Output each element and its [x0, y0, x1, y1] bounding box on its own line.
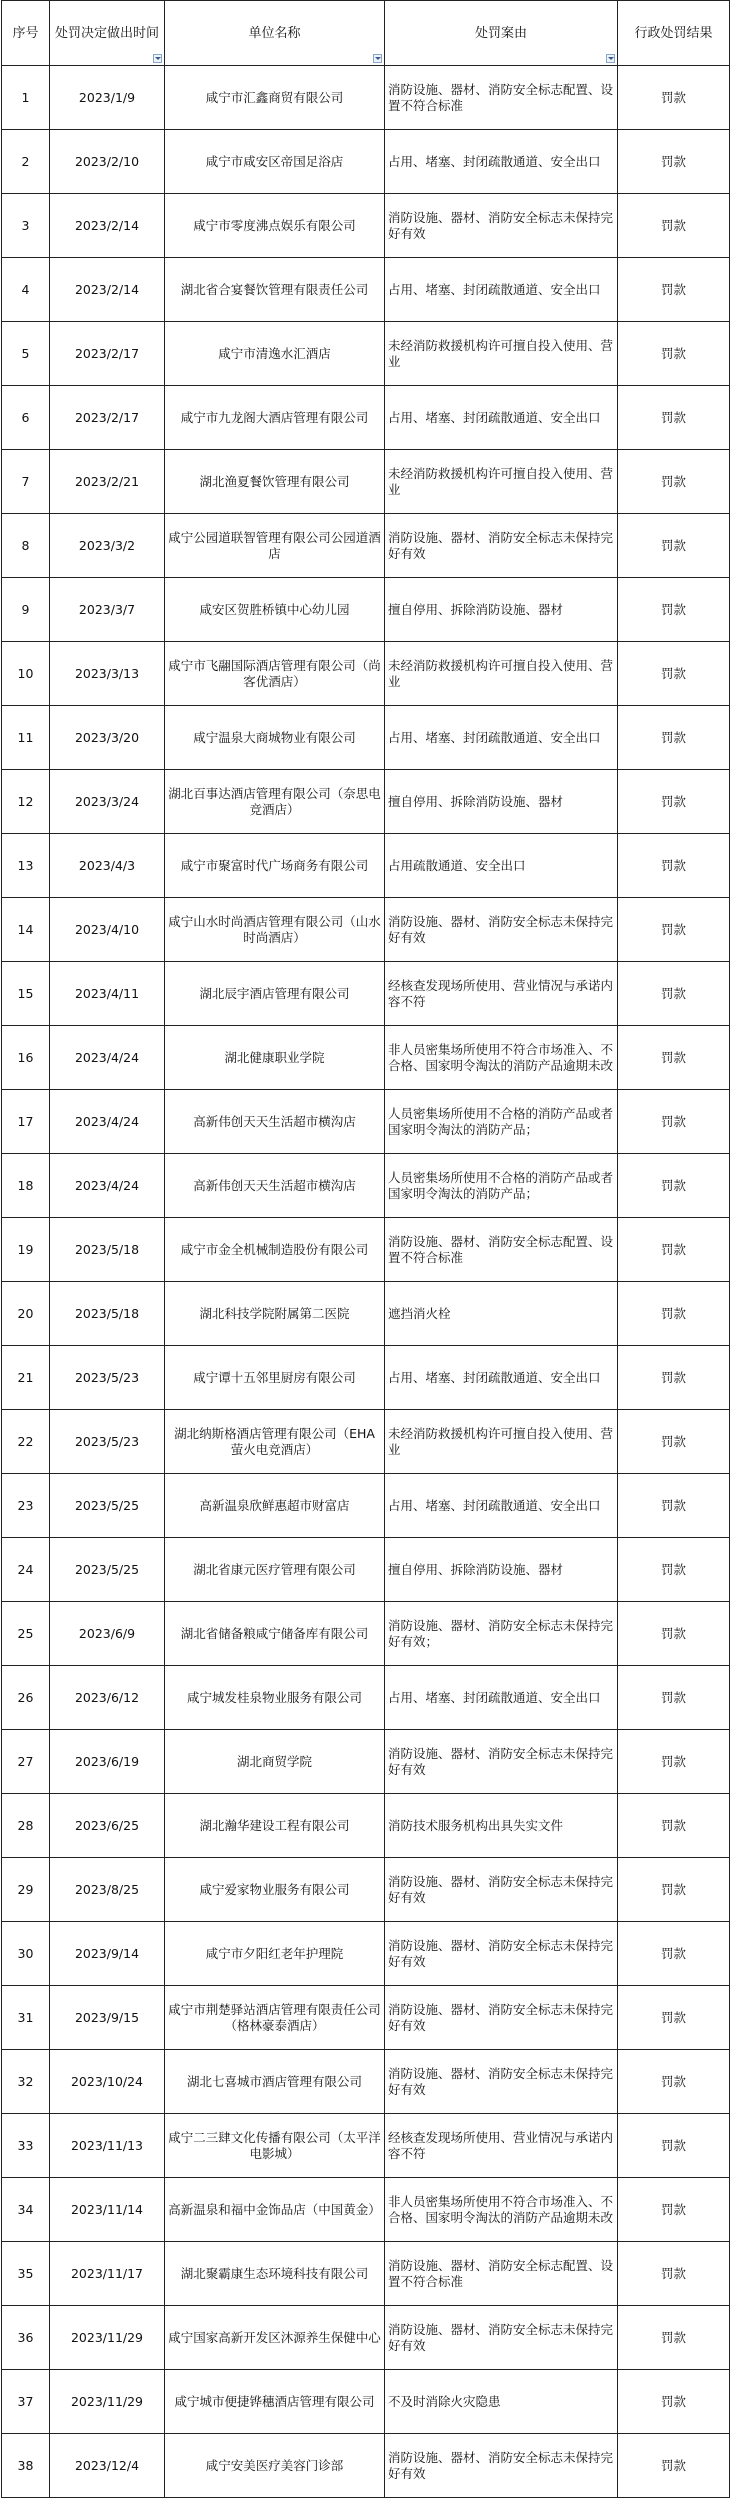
cell-decision-date: 2023/11/17	[50, 2242, 165, 2306]
cell-penalty-reason: 占用疏散通道、安全出口	[385, 834, 618, 898]
cell-serial-number: 24	[2, 1538, 50, 1602]
cell-serial-number: 17	[2, 1090, 50, 1154]
cell-serial-number: 11	[2, 706, 50, 770]
header-serial-number: 序号	[2, 1, 50, 66]
cell-serial-number: 35	[2, 2242, 50, 2306]
cell-penalty-result: 罚款	[618, 770, 730, 834]
cell-serial-number: 31	[2, 1986, 50, 2050]
cell-decision-date: 2023/2/17	[50, 386, 165, 450]
cell-unit-name: 湖北渔夏餐饮管理有限公司	[165, 450, 385, 514]
cell-unit-name: 咸宁山水时尚酒店管理有限公司（山水时尚酒店）	[165, 898, 385, 962]
table-row	[2, 2050, 730, 2114]
cell-unit-name: 咸宁市荆楚驿站酒店管理有限责任公司（格林豪泰酒店）	[165, 1986, 385, 2050]
cell-penalty-result: 罚款	[618, 1090, 730, 1154]
cell-penalty-reason: 经核查发现场所使用、营业情况与承诺内容不符	[385, 2114, 618, 2178]
cell-decision-date: 2023/2/17	[50, 322, 165, 386]
table-row	[2, 642, 730, 706]
cell-serial-number: 27	[2, 1730, 50, 1794]
cell-decision-date: 2023/5/18	[50, 1282, 165, 1346]
cell-penalty-reason: 未经消防救援机构许可擅自投入使用、营业	[385, 450, 618, 514]
filter-dropdown-icon[interactable]	[606, 54, 615, 63]
cell-unit-name: 咸宁市夕阳红老年护理院	[165, 1922, 385, 1986]
cell-serial-number: 14	[2, 898, 50, 962]
cell-penalty-result: 罚款	[618, 1794, 730, 1858]
table-row	[2, 322, 730, 386]
cell-penalty-reason: 非人员密集场所使用不符合市场准入、不合格、国家明令淘汰的消防产品逾期未改	[385, 1026, 618, 1090]
cell-decision-date: 2023/3/20	[50, 706, 165, 770]
cell-decision-date: 2023/5/23	[50, 1410, 165, 1474]
cell-serial-number: 16	[2, 1026, 50, 1090]
cell-decision-date: 2023/9/14	[50, 1922, 165, 1986]
cell-serial-number: 25	[2, 1602, 50, 1666]
cell-decision-date: 2023/3/2	[50, 514, 165, 578]
cell-serial-number: 4	[2, 258, 50, 322]
cell-penalty-result: 罚款	[618, 898, 730, 962]
cell-penalty-result: 罚款	[618, 1922, 730, 1986]
table-row	[2, 1410, 730, 1474]
table-row	[2, 1218, 730, 1282]
cell-penalty-result: 罚款	[618, 1410, 730, 1474]
table-row	[2, 2370, 730, 2434]
cell-unit-name: 咸宁国家高新开发区沐源养生保健中心	[165, 2306, 385, 2370]
cell-penalty-result: 罚款	[618, 2434, 730, 2498]
table-row	[2, 898, 730, 962]
cell-penalty-reason: 未经消防救援机构许可擅自投入使用、营业	[385, 322, 618, 386]
cell-penalty-result: 罚款	[618, 194, 730, 258]
cell-serial-number: 10	[2, 642, 50, 706]
cell-decision-date: 2023/9/15	[50, 1986, 165, 2050]
cell-decision-date: 2023/4/10	[50, 898, 165, 962]
table-row	[2, 1282, 730, 1346]
cell-penalty-result: 罚款	[618, 2370, 730, 2434]
cell-penalty-result: 罚款	[618, 1474, 730, 1538]
cell-decision-date: 2023/12/4	[50, 2434, 165, 2498]
cell-unit-name: 咸宁市聚富时代广场商务有限公司	[165, 834, 385, 898]
cell-unit-name: 湖北科技学院附属第二医院	[165, 1282, 385, 1346]
cell-serial-number: 37	[2, 2370, 50, 2434]
cell-serial-number: 7	[2, 450, 50, 514]
cell-unit-name: 咸宁谭十五邻里厨房有限公司	[165, 1346, 385, 1410]
cell-penalty-reason: 消防设施、器材、消防安全标志未保持完好有效	[385, 514, 618, 578]
header-penalty-result: 行政处罚结果	[618, 1, 730, 66]
cell-decision-date: 2023/2/14	[50, 258, 165, 322]
cell-penalty-reason: 消防设施、器材、消防安全标志未保持完好有效	[385, 1858, 618, 1922]
cell-serial-number: 18	[2, 1154, 50, 1218]
cell-penalty-result: 罚款	[618, 1218, 730, 1282]
cell-serial-number: 29	[2, 1858, 50, 1922]
cell-decision-date: 2023/6/19	[50, 1730, 165, 1794]
cell-penalty-reason: 占用、堵塞、封闭疏散通道、安全出口	[385, 1666, 618, 1730]
cell-unit-name: 湖北省康元医疗管理有限公司	[165, 1538, 385, 1602]
cell-penalty-result: 罚款	[618, 1602, 730, 1666]
table-row	[2, 2114, 730, 2178]
filter-dropdown-icon[interactable]	[373, 54, 382, 63]
cell-unit-name: 咸宁市咸安区帝国足浴店	[165, 130, 385, 194]
cell-penalty-result: 罚款	[618, 2050, 730, 2114]
cell-penalty-reason: 非人员密集场所使用不符合市场准入、不合格、国家明令淘汰的消防产品逾期未改	[385, 2178, 618, 2242]
cell-serial-number: 1	[2, 66, 50, 130]
table-row	[2, 1922, 730, 1986]
cell-penalty-reason: 消防设施、器材、消防安全标志配置、设置不符合标准	[385, 66, 618, 130]
cell-unit-name: 湖北省合宴餐饮管理有限责任公司	[165, 258, 385, 322]
cell-penalty-result: 罚款	[618, 1026, 730, 1090]
cell-unit-name: 咸宁市飞翮国际酒店管理有限公司（尚客优酒店）	[165, 642, 385, 706]
cell-penalty-reason: 消防设施、器材、消防安全标志未保持完好有效	[385, 1922, 618, 1986]
cell-penalty-reason: 占用、堵塞、封闭疏散通道、安全出口	[385, 386, 618, 450]
header-unit-name: 单位名称	[165, 1, 385, 66]
cell-serial-number: 23	[2, 1474, 50, 1538]
cell-decision-date: 2023/1/9	[50, 66, 165, 130]
header-row	[2, 1, 730, 66]
cell-penalty-result: 罚款	[618, 130, 730, 194]
cell-penalty-reason: 人员密集场所使用不合格的消防产品或者国家明令淘汰的消防产品；	[385, 1154, 618, 1218]
cell-penalty-reason: 消防设施、器材、消防安全标志未保持完好有效	[385, 2434, 618, 2498]
cell-unit-name: 咸宁市金全机械制造股份有限公司	[165, 1218, 385, 1282]
cell-penalty-reason: 占用、堵塞、封闭疏散通道、安全出口	[385, 258, 618, 322]
cell-penalty-result: 罚款	[618, 962, 730, 1026]
cell-serial-number: 2	[2, 130, 50, 194]
cell-serial-number: 19	[2, 1218, 50, 1282]
cell-penalty-result: 罚款	[618, 1730, 730, 1794]
cell-penalty-result: 罚款	[618, 1346, 730, 1410]
table-row	[2, 66, 730, 130]
filter-dropdown-icon[interactable]	[153, 54, 162, 63]
cell-unit-name: 湖北健康职业学院	[165, 1026, 385, 1090]
cell-penalty-reason: 擅自停用、拆除消防设施、器材	[385, 1538, 618, 1602]
table-row	[2, 578, 730, 642]
cell-decision-date: 2023/4/3	[50, 834, 165, 898]
cell-penalty-reason: 消防设施、器材、消防安全标志未保持完好有效	[385, 194, 618, 258]
cell-penalty-reason: 占用、堵塞、封闭疏散通道、安全出口	[385, 1346, 618, 1410]
table-row	[2, 2306, 730, 2370]
cell-decision-date: 2023/2/21	[50, 450, 165, 514]
cell-unit-name: 咸宁市九龙阁大酒店管理有限公司	[165, 386, 385, 450]
cell-unit-name: 咸宁市零度沸点娱乐有限公司	[165, 194, 385, 258]
cell-serial-number: 22	[2, 1410, 50, 1474]
table-row	[2, 770, 730, 834]
table-row	[2, 1666, 730, 1730]
table-row	[2, 386, 730, 450]
cell-decision-date: 2023/4/24	[50, 1026, 165, 1090]
cell-unit-name: 咸安区贺胜桥镇中心幼儿园	[165, 578, 385, 642]
cell-penalty-reason: 消防设施、器材、消防安全标志配置、设置不符合标准	[385, 2242, 618, 2306]
cell-unit-name: 高新温泉和福中金饰品店（中国黄金）	[165, 2178, 385, 2242]
cell-decision-date: 2023/6/25	[50, 1794, 165, 1858]
cell-penalty-reason: 消防设施、器材、消防安全标志未保持完好有效；	[385, 1602, 618, 1666]
cell-penalty-reason: 消防设施、器材、消防安全标志未保持完好有效	[385, 898, 618, 962]
cell-decision-date: 2023/11/29	[50, 2306, 165, 2370]
cell-unit-name: 高新伟创天天生活超市横沟店	[165, 1090, 385, 1154]
table-row	[2, 1474, 730, 1538]
cell-penalty-result: 罚款	[618, 1666, 730, 1730]
cell-unit-name: 湖北七喜城市酒店管理有限公司	[165, 2050, 385, 2114]
cell-unit-name: 咸宁安美医疗美容门诊部	[165, 2434, 385, 2498]
cell-penalty-reason: 占用、堵塞、封闭疏散通道、安全出口	[385, 130, 618, 194]
cell-penalty-reason: 占用、堵塞、封闭疏散通道、安全出口	[385, 1474, 618, 1538]
cell-penalty-reason: 擅自停用、拆除消防设施、器材	[385, 770, 618, 834]
cell-penalty-reason: 擅自停用、拆除消防设施、器材	[385, 578, 618, 642]
cell-penalty-result: 罚款	[618, 1538, 730, 1602]
cell-decision-date: 2023/5/25	[50, 1474, 165, 1538]
table-row	[2, 1346, 730, 1410]
cell-penalty-result: 罚款	[618, 834, 730, 898]
cell-unit-name: 咸宁爱家物业服务有限公司	[165, 1858, 385, 1922]
cell-unit-name: 湖北聚霸康生态环境科技有限公司	[165, 2242, 385, 2306]
cell-penalty-reason: 消防设施、器材、消防安全标志未保持完好有效	[385, 2050, 618, 2114]
cell-penalty-reason: 消防设施、器材、消防安全标志未保持完好有效	[385, 1986, 618, 2050]
table-row	[2, 258, 730, 322]
cell-penalty-result: 罚款	[618, 1986, 730, 2050]
cell-penalty-reason: 经核查发现场所使用、营业情况与承诺内容不符	[385, 962, 618, 1026]
cell-serial-number: 26	[2, 1666, 50, 1730]
table-body	[2, 66, 730, 2498]
table-row	[2, 1986, 730, 2050]
cell-decision-date: 2023/10/24	[50, 2050, 165, 2114]
table-row	[2, 1090, 730, 1154]
table-row	[2, 706, 730, 770]
cell-serial-number: 34	[2, 2178, 50, 2242]
cell-decision-date: 2023/2/14	[50, 194, 165, 258]
cell-serial-number: 36	[2, 2306, 50, 2370]
cell-serial-number: 33	[2, 2114, 50, 2178]
cell-unit-name: 咸宁城发桂泉物业服务有限公司	[165, 1666, 385, 1730]
cell-penalty-result: 罚款	[618, 514, 730, 578]
cell-penalty-result: 罚款	[618, 706, 730, 770]
table-row	[2, 194, 730, 258]
table-row	[2, 2434, 730, 2498]
table-row	[2, 2178, 730, 2242]
cell-decision-date: 2023/5/18	[50, 1218, 165, 1282]
cell-penalty-reason: 不及时消除火灾隐患	[385, 2370, 618, 2434]
cell-serial-number: 30	[2, 1922, 50, 1986]
cell-unit-name: 咸宁市清逸水汇酒店	[165, 322, 385, 386]
cell-unit-name: 咸宁公园道联智管理有限公司公园道酒店	[165, 514, 385, 578]
cell-unit-name: 咸宁温泉大商城物业有限公司	[165, 706, 385, 770]
cell-penalty-reason: 消防设施、器材、消防安全标志未保持完好有效	[385, 1730, 618, 1794]
cell-unit-name: 咸宁二三肆文化传播有限公司（太平洋电影城）	[165, 2114, 385, 2178]
cell-serial-number: 5	[2, 322, 50, 386]
header-decision-date: 处罚决定做出时间	[50, 1, 165, 66]
cell-penalty-result: 罚款	[618, 2178, 730, 2242]
cell-decision-date: 2023/11/14	[50, 2178, 165, 2242]
cell-penalty-result: 罚款	[618, 578, 730, 642]
cell-penalty-reason: 消防技术服务机构出具失实文件	[385, 1794, 618, 1858]
table-row	[2, 1858, 730, 1922]
cell-penalty-result: 罚款	[618, 1858, 730, 1922]
cell-decision-date: 2023/5/25	[50, 1538, 165, 1602]
cell-serial-number: 38	[2, 2434, 50, 2498]
header-penalty-reason: 处罚案由	[385, 1, 618, 66]
cell-penalty-reason: 未经消防救援机构许可擅自投入使用、营业	[385, 642, 618, 706]
cell-penalty-reason: 消防设施、器材、消防安全标志配置、设置不符合标准	[385, 1218, 618, 1282]
cell-unit-name: 湖北省储备粮咸宁储备库有限公司	[165, 1602, 385, 1666]
cell-penalty-result: 罚款	[618, 66, 730, 130]
cell-penalty-result: 罚款	[618, 386, 730, 450]
cell-decision-date: 2023/8/25	[50, 1858, 165, 1922]
cell-serial-number: 8	[2, 514, 50, 578]
cell-decision-date: 2023/4/24	[50, 1090, 165, 1154]
cell-unit-name: 湖北辰宇酒店管理有限公司	[165, 962, 385, 1026]
cell-decision-date: 2023/3/24	[50, 770, 165, 834]
cell-penalty-reason: 遮挡消火栓	[385, 1282, 618, 1346]
table-row	[2, 962, 730, 1026]
cell-unit-name: 湖北百事达酒店管理有限公司（奈思电竞酒店）	[165, 770, 385, 834]
cell-penalty-reason: 占用、堵塞、封闭疏散通道、安全出口	[385, 706, 618, 770]
cell-unit-name: 高新伟创天天生活超市横沟店	[165, 1154, 385, 1218]
table-row	[2, 1794, 730, 1858]
cell-penalty-result: 罚款	[618, 2114, 730, 2178]
cell-penalty-result: 罚款	[618, 2242, 730, 2306]
penalty-table	[1, 0, 730, 2498]
cell-unit-name: 湖北商贸学院	[165, 1730, 385, 1794]
cell-penalty-result: 罚款	[618, 450, 730, 514]
cell-penalty-result: 罚款	[618, 2306, 730, 2370]
cell-serial-number: 3	[2, 194, 50, 258]
cell-unit-name: 高新温泉欣鲜惠超市财富店	[165, 1474, 385, 1538]
cell-decision-date: 2023/11/13	[50, 2114, 165, 2178]
cell-serial-number: 15	[2, 962, 50, 1026]
cell-decision-date: 2023/3/13	[50, 642, 165, 706]
table-row	[2, 834, 730, 898]
cell-decision-date: 2023/11/29	[50, 2370, 165, 2434]
table-row	[2, 130, 730, 194]
cell-serial-number: 28	[2, 1794, 50, 1858]
cell-decision-date: 2023/4/24	[50, 1154, 165, 1218]
cell-decision-date: 2023/5/23	[50, 1346, 165, 1410]
cell-penalty-result: 罚款	[618, 258, 730, 322]
table-row	[2, 1602, 730, 1666]
cell-decision-date: 2023/2/10	[50, 130, 165, 194]
cell-serial-number: 20	[2, 1282, 50, 1346]
cell-penalty-result: 罚款	[618, 642, 730, 706]
table-row	[2, 450, 730, 514]
cell-penalty-result: 罚款	[618, 1282, 730, 1346]
cell-penalty-reason: 未经消防救援机构许可擅自投入使用、营业	[385, 1410, 618, 1474]
table-row	[2, 1730, 730, 1794]
cell-penalty-result: 罚款	[618, 322, 730, 386]
cell-serial-number: 9	[2, 578, 50, 642]
table-row	[2, 1026, 730, 1090]
cell-serial-number: 12	[2, 770, 50, 834]
cell-serial-number: 13	[2, 834, 50, 898]
cell-serial-number: 6	[2, 386, 50, 450]
cell-unit-name: 湖北瀚华建设工程有限公司	[165, 1794, 385, 1858]
cell-decision-date: 2023/6/12	[50, 1666, 165, 1730]
cell-decision-date: 2023/6/9	[50, 1602, 165, 1666]
cell-unit-name: 湖北纳斯格酒店管理有限公司（EHA萤火电竞酒店）	[165, 1410, 385, 1474]
cell-serial-number: 21	[2, 1346, 50, 1410]
cell-penalty-reason: 人员密集场所使用不合格的消防产品或者国家明令淘汰的消防产品；	[385, 1090, 618, 1154]
cell-penalty-result: 罚款	[618, 1154, 730, 1218]
cell-penalty-reason: 消防设施、器材、消防安全标志未保持完好有效	[385, 2306, 618, 2370]
table-row	[2, 2242, 730, 2306]
cell-serial-number: 32	[2, 2050, 50, 2114]
table-row	[2, 1154, 730, 1218]
cell-decision-date: 2023/4/11	[50, 962, 165, 1026]
cell-decision-date: 2023/3/7	[50, 578, 165, 642]
table-row	[2, 514, 730, 578]
cell-unit-name: 咸宁市汇鑫商贸有限公司	[165, 66, 385, 130]
table-row	[2, 1538, 730, 1602]
cell-unit-name: 咸宁城市便捷铧穗酒店管理有限公司	[165, 2370, 385, 2434]
